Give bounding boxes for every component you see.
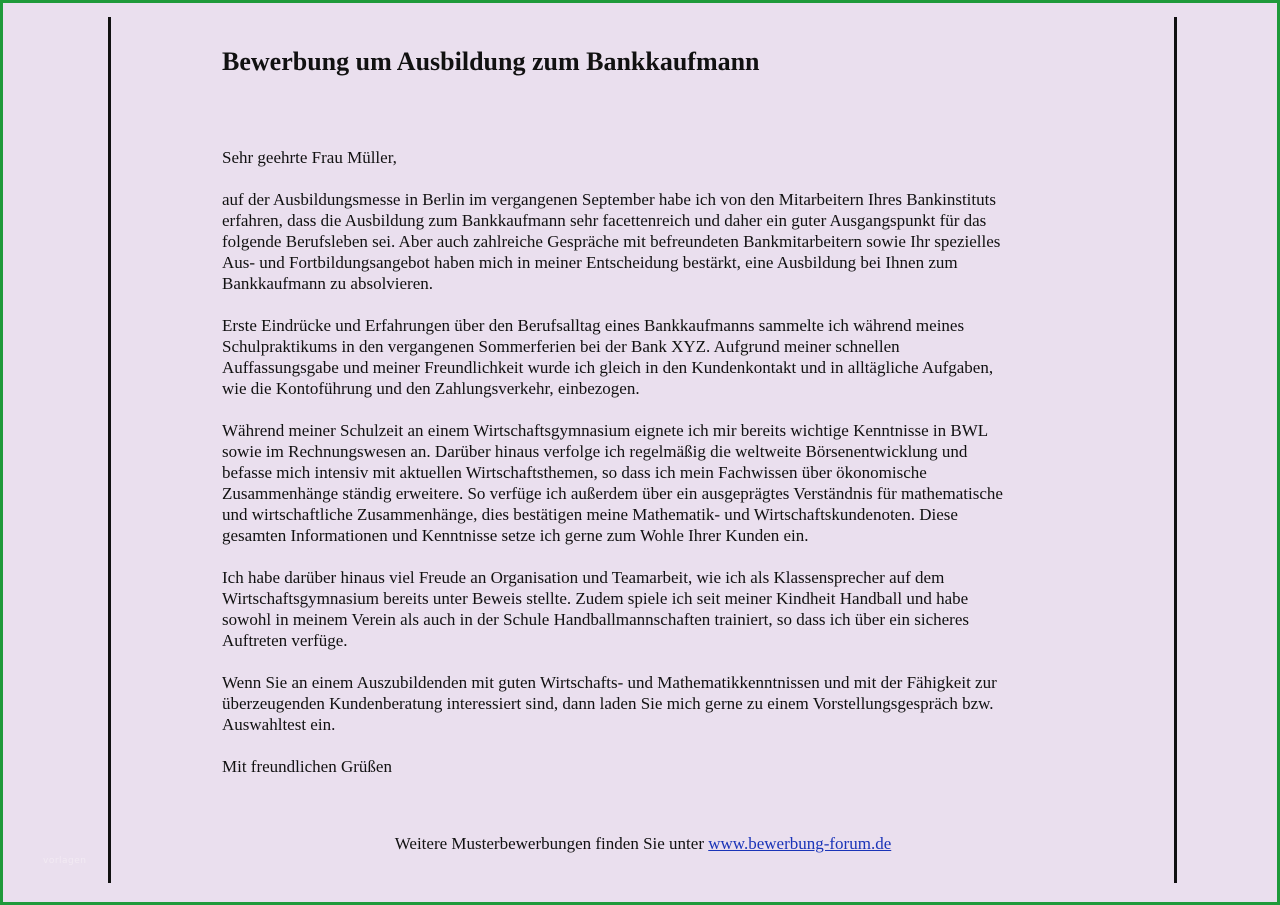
text-line: Schulpraktikums in den vergangenen Sommerferien bei der Bank XYZ. Aufgrund meiner schnellen	[222, 337, 900, 356]
footer-link[interactable]: www.bewerbung-forum.de	[708, 834, 892, 853]
text-line: Auffassungsgabe und meiner Freundlichkeit wurde ich gleich in den Kundenkontakt und in alltägliche Aufgaben,	[222, 358, 994, 377]
text-line: überzeugenden Kundenberatung interessiert sind, dann laden Sie mich gerne zu einem Vorstellungsgespräch bzw.	[222, 694, 994, 713]
footer-text: Weitere Musterbewerbungen finden Sie unter	[394, 834, 709, 853]
letter-body	[222, 147, 1082, 798]
paragraph-5	[222, 672, 1082, 735]
text-line: und wirtschaftliche Zusammenhänge, dies bestätigen meine Mathematik- und Wirtschaftskundenoten. Diese	[222, 505, 958, 524]
text-line: Wirtschaftsgymnasium bereits unter Beweis stellte. Zudem spiele ich seit meiner Kindheit Handball und habe	[222, 589, 969, 608]
text-line: auf der Ausbildungsmesse in Berlin im vergangenen September habe ich von den Mitarbeitern Ihres Bankinstituts	[222, 190, 996, 209]
text-line: Auftreten verfüge.	[222, 631, 348, 650]
text-line: Aus- und Fortbildungsangebot haben mich in meiner Entscheidung bestärkt, eine Ausbildung bei Ihnen zum	[222, 253, 958, 272]
letter-title: Bewerbung um Ausbildung zum Bankkaufmann	[222, 47, 760, 76]
paragraph-3	[222, 420, 1082, 546]
text-line: Erste Eindrücke und Erfahrungen über den Berufsalltag eines Bankkaufmanns sammelte ich während meines	[222, 316, 965, 335]
paragraph-1	[222, 189, 1082, 294]
text-line: gesamten Informationen und Kenntnisse setze ich gerne zum Wohle Ihrer Kunden ein.	[222, 526, 809, 545]
text-line: wie die Kontoführung und den Zahlungsverkehr, einbezogen.	[222, 379, 640, 398]
paragraph-4	[222, 567, 1082, 651]
text-line: Wenn Sie an einem Auszubildenden mit guten Wirtschafts- und Mathematikkenntnissen und mit der Fähigkeit zur	[222, 673, 997, 692]
text-line: Ich habe darüber hinaus viel Freude an Organisation und Teamarbeit, wie ich als Klassensprecher auf dem	[222, 568, 945, 587]
left-margin-rule	[108, 17, 111, 883]
text-line: Bankkaufmann zu absolvieren.	[222, 274, 434, 293]
text-line: Zusammenhänge ständig erweitere. So verfüge ich außerdem über ein ausgeprägtes Verständnis für mathematische	[222, 484, 1003, 503]
text-line: sowie im Rechnungswesen an. Darüber hinaus verfolge ich regelmäßig die weltweite Börsenentwicklung und	[222, 442, 968, 461]
footer-note	[3, 833, 1280, 854]
text-line: sowohl in meinem Verein als auch in der Schule Handballmannschaften trainiert, so dass ich über ein sicheres	[222, 610, 969, 629]
closing: Mit freundlichen Grüßen	[222, 757, 392, 776]
right-margin-rule	[1174, 17, 1177, 883]
text-line: erfahren, dass die Ausbildung zum Bankkaufmann sehr facettenreich und daher ein guter Ausgangspunkt für das	[222, 211, 987, 230]
text-line: befasse mich intensiv mit aktuellen Wirtschaftsthemen, so dass ich mein Fachwissen über ökonomische	[222, 463, 927, 482]
text-line: Auswahltest ein.	[222, 715, 336, 734]
watermark: vorlagen	[43, 856, 87, 866]
text-line: Während meiner Schulzeit an einem Wirtschaftsgymnasium eignete ich mir bereits wichtige Kenntnisse in BWL	[222, 421, 989, 440]
paragraph-2	[222, 315, 1082, 399]
salutation: Sehr geehrte Frau Müller,	[222, 148, 397, 167]
text-line: folgende Berufsleben sei. Aber auch zahlreiche Gespräche mit befreundeten Bankmitarbeitern sowie Ihr spezielles	[222, 232, 1001, 251]
